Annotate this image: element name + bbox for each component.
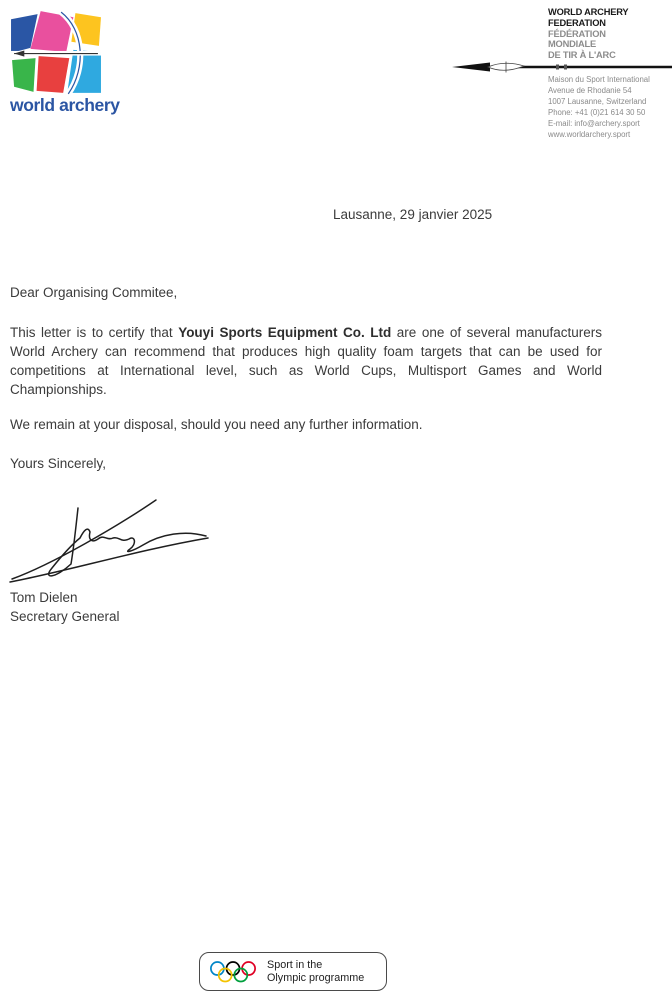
org-name-fr-line1: FÉDÉRATION [548, 28, 606, 39]
world-archery-wordmark: world archery [10, 95, 120, 115]
world-archery-logo-icon [10, 11, 102, 95]
olympic-label-line1: Sport in the [267, 958, 323, 971]
address-line: 1007 Lausanne, Switzerland [548, 97, 647, 106]
closing-line: We remain at your disposal, should you need any further information. [10, 417, 423, 432]
org-name-en-line1: WORLD ARCHERY [548, 7, 629, 17]
org-name-fr-line2: MONDIALE [548, 39, 596, 50]
address-line: Maison du Sport International [548, 75, 650, 84]
dateline: Lausanne, 29 janvier 2025 [333, 207, 493, 222]
body-paragraph [10, 323, 602, 399]
body-text-post: are one of several manufacturers World Archery can recommend that produces high quality foam targets that can be used for competitions at International level, such as World Cups, Multisport Games and World Championships. [10, 325, 602, 397]
address-line: www.worldarchery.sport [548, 130, 631, 139]
olympic-label-line2: Olympic programme [267, 971, 365, 984]
address-line: Phone: +41 (0)21 614 30 50 [548, 108, 646, 117]
org-name-en-line2: FEDERATION [548, 17, 606, 28]
company-name: Youyi Sports Equipment Co. Ltd [178, 325, 392, 340]
signer-title: Secretary General [10, 609, 120, 624]
salutation: Dear Organising Commitee, [10, 285, 178, 300]
olympic-rings-icon [208, 959, 258, 985]
olympic-programme-label [267, 959, 364, 985]
valediction: Yours Sincerely, [10, 456, 107, 471]
org-name-fr-line3: DE TIR À L'ARC [548, 50, 616, 61]
signer-name: Tom Dielen [10, 590, 78, 605]
olympic-programme-badge [199, 952, 387, 991]
address-line: E-mail: info@archery.sport [548, 119, 640, 128]
arrow-icon [452, 59, 672, 75]
org-name-block [548, 7, 668, 61]
signature-icon [8, 486, 213, 586]
address-line: Avenue de Rhodanie 54 [548, 86, 632, 95]
address-block [548, 74, 672, 140]
body-text-pre: This letter is to certify that [10, 325, 179, 340]
